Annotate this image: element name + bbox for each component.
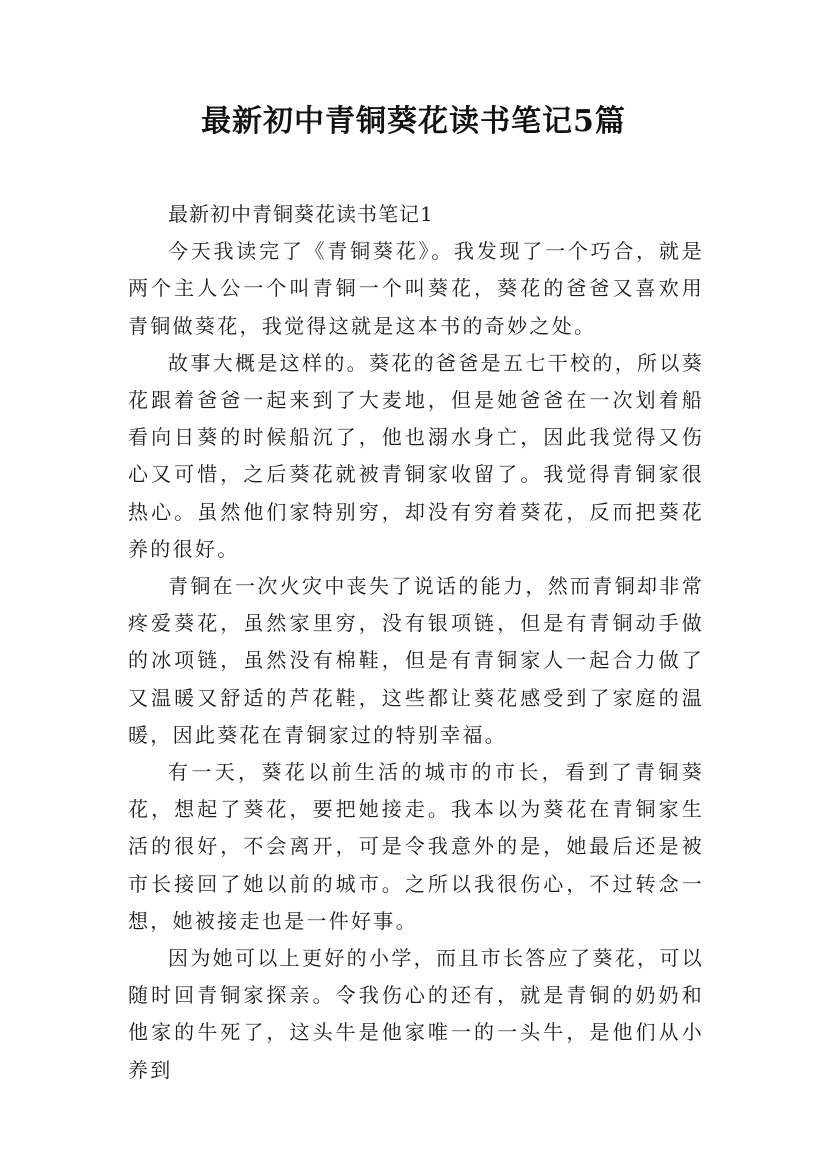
document-body xyxy=(128,196,704,1089)
paragraph: 故事大概是这样的。葵花的爸爸是五七干校的，所以葵花跟着爸爸一起来到了大麦地，但是她爸爸在一次划着船看向日葵的时候船沉了，他也溺水身亡，因此我觉得又伤心又可惜，之后葵花就被青铜家收留了。我觉得青铜家很热心。虽然他们家特别穷，却没有穷着葵花，反而把葵花养的很好。 xyxy=(128,350,704,561)
section-heading: 最新初中青铜葵花读书笔记1 xyxy=(168,202,434,226)
paragraph: 今天我读完了《青铜葵花》。我发现了一个巧合，就是两个主人公一个叫青铜一个叫葵花，葵花的爸爸又喜欢用青铜做葵花，我觉得这就是这本书的奇妙之处。 xyxy=(128,239,704,338)
paragraph: 有一天，葵花以前生活的城市的市长，看到了青铜葵花，想起了葵花，要把她接走。我本以为葵花在青铜家生活的很好，不会离开，可是令我意外的是，她最后还是被市长接回了她以前的城市。之所以我很伤心，不过转念一想，她被接走也是一件好事。 xyxy=(128,760,704,933)
paragraph: 因为她可以上更好的小学，而且市长答应了葵花，可以随时回青铜家探亲。令我伤心的还有，就是青铜的奶奶和他家的牛死了，这头牛是他家唯一的一头牛，是他们从小养到 xyxy=(128,946,704,1082)
paragraph: 青铜在一次火灾中丧失了说话的能力，然而青铜却非常疼爱葵花，虽然家里穷，没有银项链，但是有青铜动手做的冰项链，虽然没有棉鞋，但是有青铜家人一起合力做了又温暖又舒适的芦花鞋，这些都让葵花感受到了家庭的温暖，因此葵花在青铜家过的特别幸福。 xyxy=(128,574,704,747)
document-title: 最新初中青铜葵花读书笔记5篇 xyxy=(201,104,626,139)
